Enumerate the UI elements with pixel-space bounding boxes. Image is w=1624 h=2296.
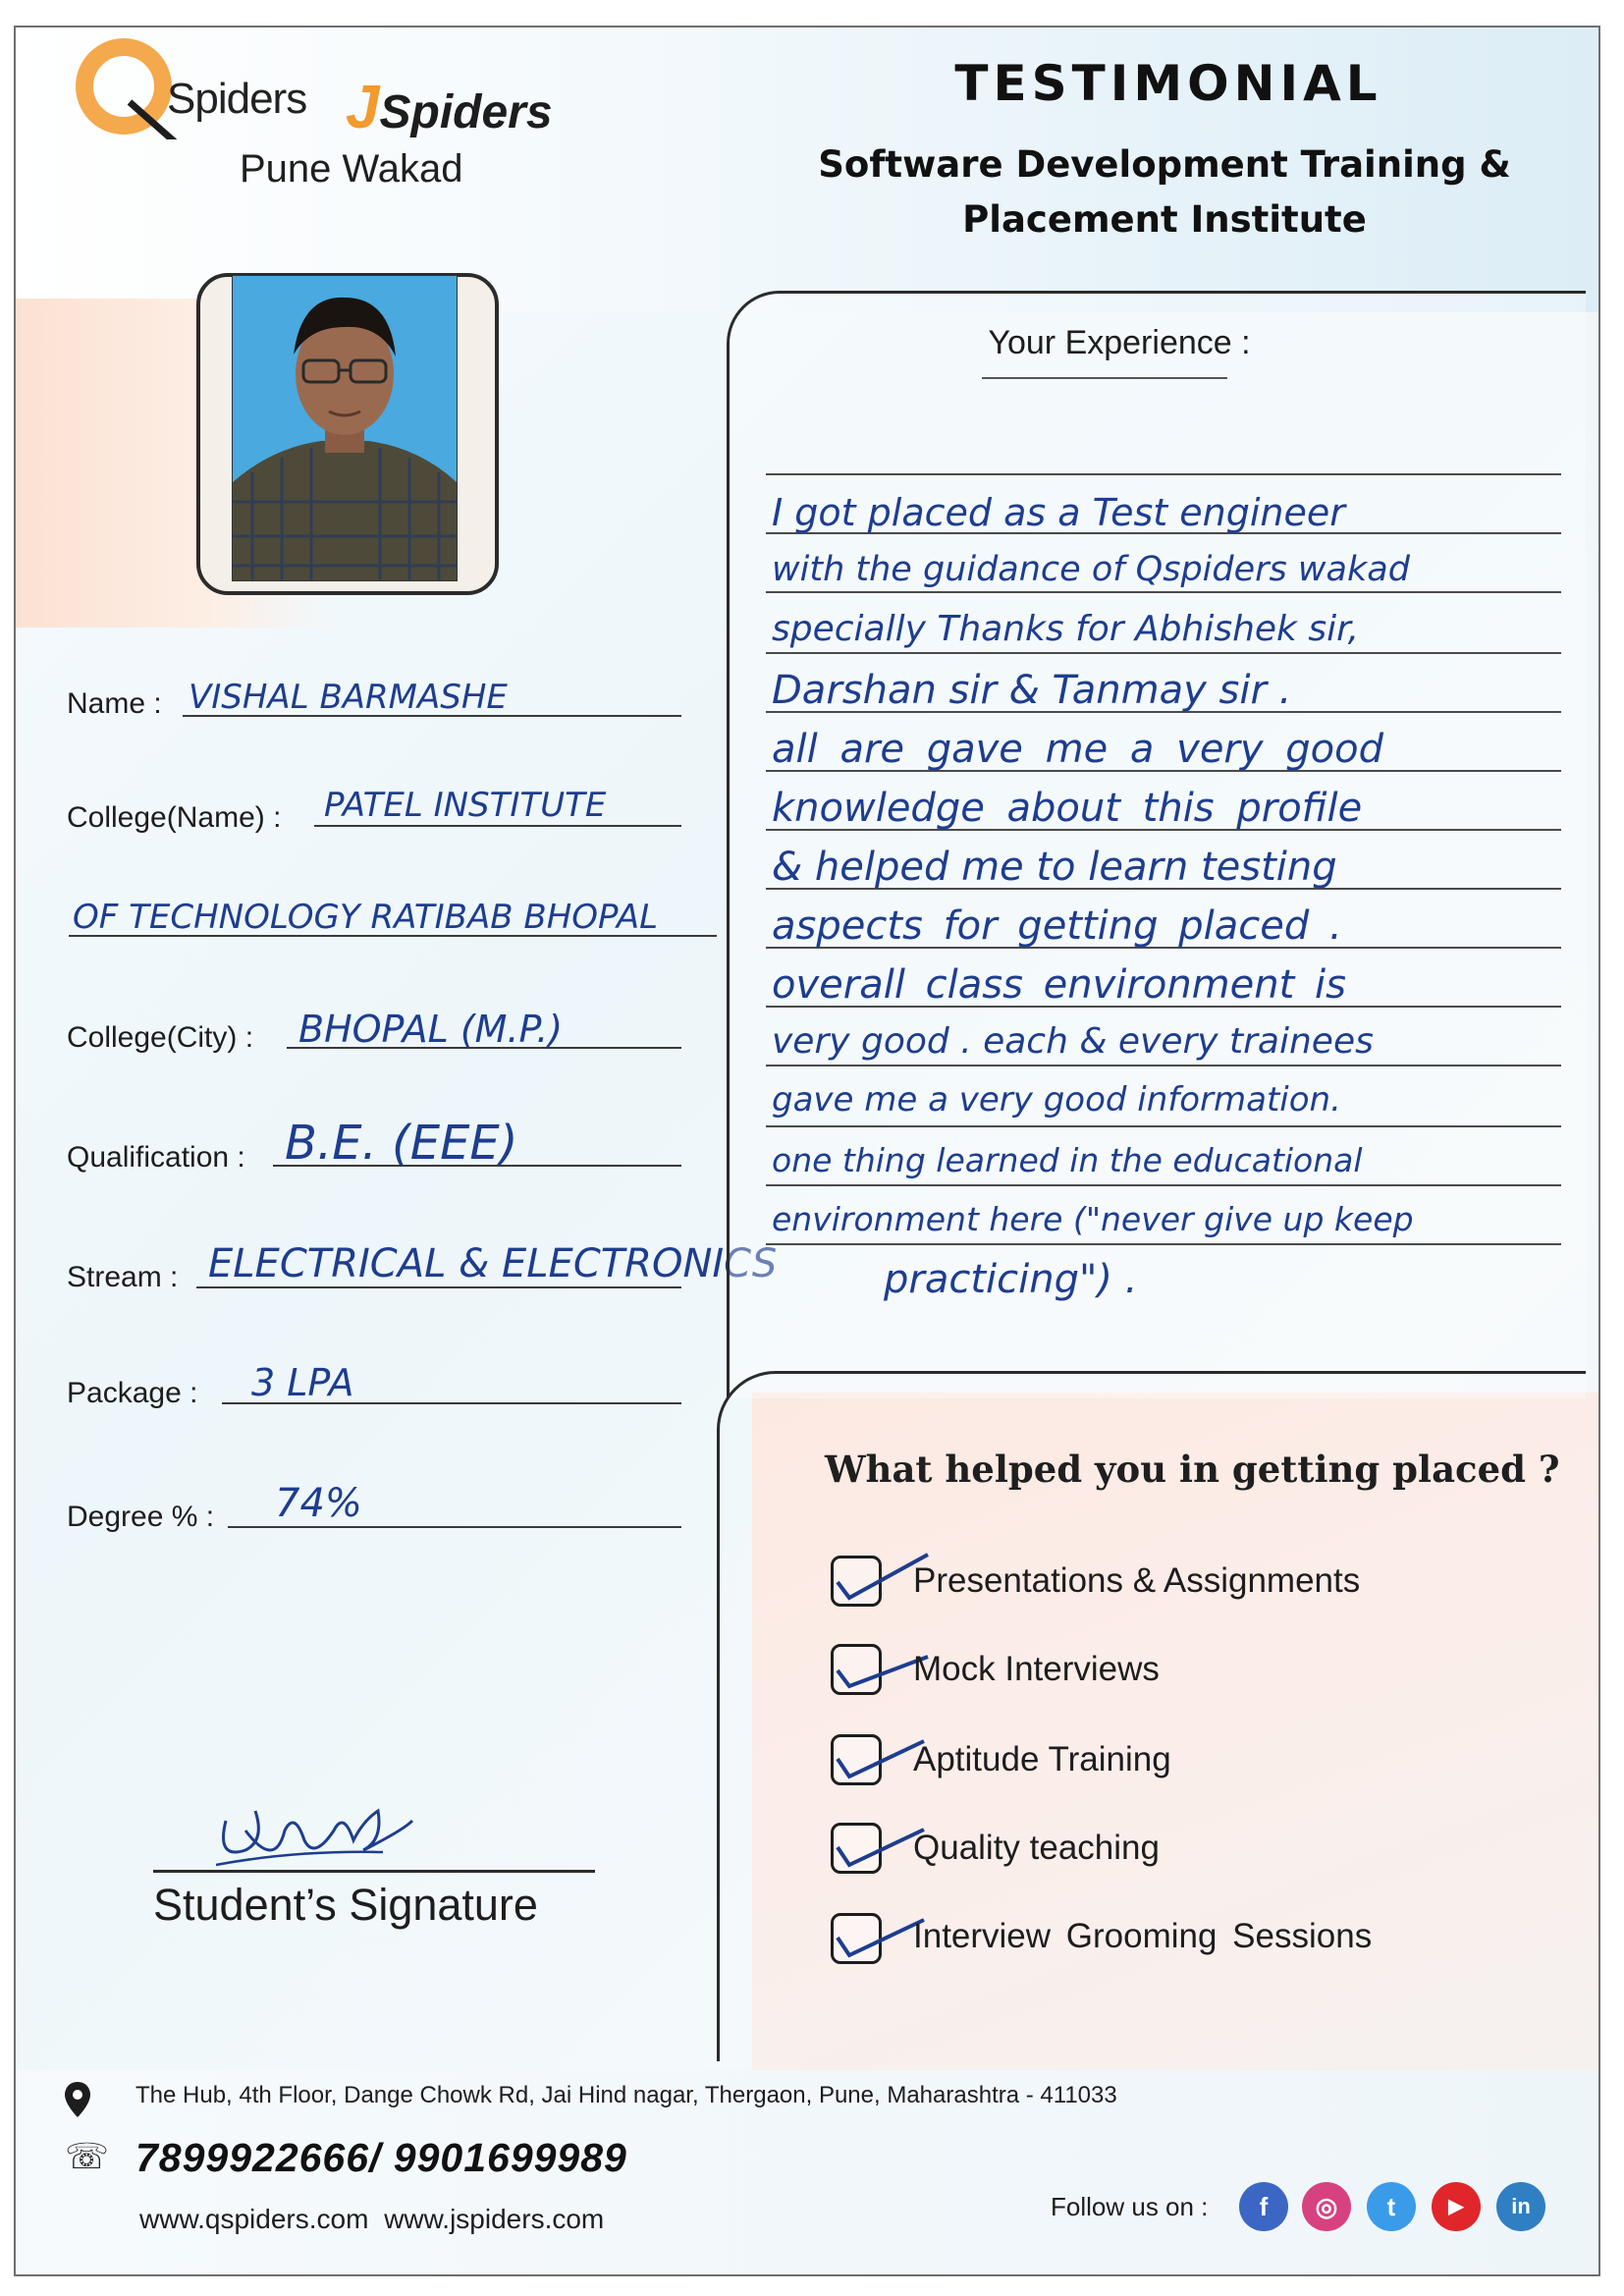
experience-line: practicing") . [884, 1257, 1138, 1302]
qspiders-brand: Spiders [167, 75, 307, 123]
student-portrait-icon [233, 276, 457, 580]
ruled-line [766, 591, 1561, 593]
name-value: VISHAL BARMASHE [189, 678, 508, 717]
help-item-label: Mock Interviews [913, 1650, 1160, 1688]
help-item-label: Interview Grooming Sessions [913, 1917, 1373, 1955]
ruled-line [766, 1243, 1561, 1245]
experience-line: I got placed as a Test engineer [772, 491, 1345, 534]
phone-icon: ☏ [65, 2137, 110, 2177]
experience-line: gave me a very good information. [772, 1080, 1341, 1120]
websites [139, 2204, 604, 2235]
college-city-line [287, 1047, 681, 1049]
experience-line: environment here ("never give up keep [772, 1200, 1414, 1238]
checkbox-presentations[interactable] [831, 1556, 882, 1607]
phone-numbers: 7899922666/ 9901699989 [135, 2135, 627, 2180]
college-name-value-2: OF TECHNOLOGY RATIBAB BHOPAL [73, 898, 659, 937]
page-title: TESTIMONIAL [954, 55, 1382, 112]
jspiders-j-letter: J [346, 74, 380, 141]
stream-label: Stream : [67, 1261, 179, 1293]
checkbox-quality-teaching[interactable] [831, 1823, 882, 1874]
help-item-label: Aptitude Training [913, 1740, 1171, 1778]
qualification-line [273, 1165, 681, 1167]
ruled-line [766, 1184, 1561, 1186]
location-pin-icon [63, 2080, 92, 2119]
ruled-line [766, 473, 1561, 475]
package-line [222, 1402, 681, 1404]
college-name-label: College(Name) : [67, 801, 282, 834]
ruled-line [766, 1125, 1561, 1127]
linkedin-icon[interactable]: in [1496, 2182, 1545, 2231]
package-value: 3 LPA [251, 1361, 354, 1404]
experience-line: very good . each & every trainees [772, 1021, 1374, 1062]
signature-scribble [206, 1791, 422, 1880]
checkbox-aptitude[interactable] [831, 1734, 882, 1785]
experience-line: overall class environment is [772, 962, 1346, 1008]
help-item-label: Presentations & Assignments [913, 1561, 1361, 1600]
college-name-line [314, 825, 681, 827]
qspiders-website-link[interactable]: www.qspiders.com [139, 2204, 369, 2234]
qspiders-logo-icon [71, 33, 177, 139]
college-city-value: BHOPAL (M.P.) [298, 1008, 564, 1051]
facebook-icon[interactable]: f [1239, 2182, 1288, 2231]
experience-line: all are gave me a very good [772, 727, 1383, 772]
jspiders-website-link[interactable]: www.jspiders.com [384, 2204, 605, 2234]
package-label: Package : [67, 1377, 198, 1409]
experience-line: & helped me to learn testing [772, 845, 1337, 890]
experience-title-underline [982, 377, 1227, 379]
stream-value: ELECTRICAL & ELECTRONICS [208, 1241, 778, 1286]
help-item-label: Quality teaching [913, 1829, 1160, 1867]
experience-title: Your Experience : [988, 324, 1251, 361]
jspiders-brand [346, 73, 553, 142]
subtitle-line-1: Software Development Training & [818, 143, 1511, 186]
signature-line [153, 1870, 595, 1873]
help-title: What helped you in getting placed ? [825, 1448, 1560, 1491]
follow-us-label: Follow us on : [1051, 2192, 1209, 2221]
experience-line: specially Thanks for Abhishek sir, [772, 609, 1360, 649]
instagram-icon[interactable]: ◎ [1302, 2182, 1351, 2231]
checkbox-mock-interviews[interactable] [831, 1644, 882, 1695]
college-city-label: College(City) : [67, 1021, 254, 1054]
qualification-label: Qualification : [67, 1141, 245, 1174]
twitter-icon[interactable]: t [1367, 2182, 1416, 2231]
branch-name: Pune Wakad [240, 147, 463, 191]
ruled-line [766, 652, 1561, 654]
checkbox-grooming[interactable] [831, 1913, 882, 1964]
student-photo [232, 275, 458, 581]
qualification-value: B.E. (EEE) [285, 1116, 518, 1171]
name-line [183, 715, 681, 717]
address: The Hub, 4th Floor, Dange Chowk Rd, Jai Hind nagar, Thergaon, Pune, Maharashtra - 411033 [135, 2082, 1117, 2108]
experience-line: aspects for getting placed . [772, 903, 1342, 949]
jspiders-brand-text: Spiders [379, 86, 553, 138]
degree-line [228, 1526, 681, 1528]
experience-line: Darshan sir & Tanmay sir . [772, 668, 1292, 713]
experience-line: knowledge about this profile [772, 786, 1363, 831]
subtitle-line-2: Placement Institute [962, 198, 1367, 241]
experience-line: with the guidance of Qspiders wakad [772, 550, 1410, 589]
ruled-line [766, 1065, 1561, 1066]
page-subtitle [772, 137, 1557, 247]
youtube-icon[interactable]: ▶ [1432, 2182, 1481, 2231]
stream-line [196, 1286, 681, 1288]
degree-label: Degree % : [67, 1501, 215, 1533]
experience-line: one thing learned in the educational [772, 1141, 1363, 1179]
signature-label: Student’s Signature [153, 1880, 538, 1930]
degree-value: 74% [275, 1481, 362, 1526]
name-label: Name : [67, 687, 162, 720]
college-name-line-2 [69, 935, 717, 937]
college-name-value-1: PATEL INSTITUTE [324, 786, 607, 825]
